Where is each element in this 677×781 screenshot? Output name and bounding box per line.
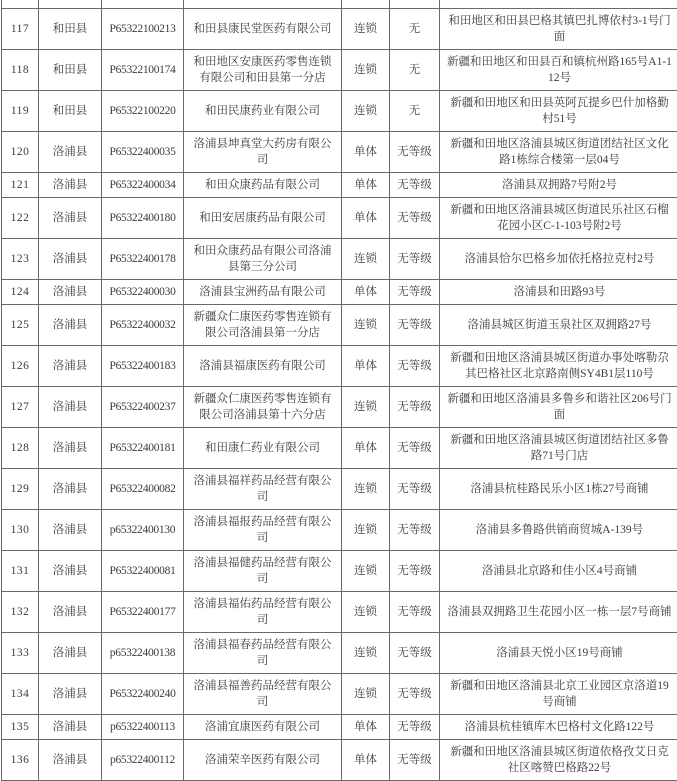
cell-grade: 无等级 bbox=[390, 469, 440, 510]
cell-no: 132 bbox=[2, 592, 39, 633]
cell-county: 洛浦县 bbox=[39, 132, 102, 173]
cell-company: 洛浦县福康医药有限公司 bbox=[184, 346, 342, 387]
table-row bbox=[2, 91, 677, 132]
cell-address bbox=[440, 0, 677, 9]
cell-license: p65322400138 bbox=[102, 633, 184, 674]
cell-company: 和田安居康药品有限公司 bbox=[184, 198, 342, 239]
table-row bbox=[2, 387, 677, 428]
cell-address: 洛浦县双拥路7号附2号 bbox=[440, 173, 677, 198]
cell-grade: 无等级 bbox=[390, 239, 440, 280]
table-row bbox=[2, 173, 677, 198]
cell-address: 洛浦县多鲁路供销商贸城A-139号 bbox=[440, 510, 677, 551]
cell-no: 117 bbox=[2, 9, 39, 50]
cell-company: 洛浦县福健药品经营有限公司 bbox=[184, 551, 342, 592]
table-row bbox=[2, 715, 677, 740]
cell-grade: 无等级 bbox=[390, 346, 440, 387]
cell-type: 单体 bbox=[342, 428, 390, 469]
cell-type: 连锁 bbox=[342, 9, 390, 50]
cell-address: 洛浦县天悦小区19号商铺 bbox=[440, 633, 677, 674]
cell-company: 洛浦县福报药品经营有限公司 bbox=[184, 510, 342, 551]
cell-company: 新疆众仁康医药零售连锁有限公司洛浦县第十六分店 bbox=[184, 387, 342, 428]
cell-license: P65322100174 bbox=[102, 50, 184, 91]
cell-company: 和田地区安康医药零售连锁有限公司和田县第一分店 bbox=[184, 50, 342, 91]
cell-company: 和田众康药品有限公司洛浦县第三分公司 bbox=[184, 239, 342, 280]
cell-no: 122 bbox=[2, 198, 39, 239]
cell-grade: 无等级 bbox=[390, 551, 440, 592]
cell-county: 洛浦县 bbox=[39, 280, 102, 305]
cell-license: p65322400112 bbox=[102, 740, 184, 781]
cell-grade: 无 bbox=[390, 50, 440, 91]
cell-company: 和田县康民堂医药有限公司 bbox=[184, 9, 342, 50]
cell-company: 洛浦县坤真堂大药房有限公司 bbox=[184, 132, 342, 173]
cell-no: 121 bbox=[2, 173, 39, 198]
cell-grade: 无等级 bbox=[390, 674, 440, 715]
cell-company: 洛浦宜康医药有限公司 bbox=[184, 715, 342, 740]
cell-county: 和田县 bbox=[39, 9, 102, 50]
cell-company: 和田康仁药业有限公司 bbox=[184, 428, 342, 469]
cell-grade bbox=[390, 0, 440, 9]
cell-license: P65322400180 bbox=[102, 198, 184, 239]
cell-license: P65322400030 bbox=[102, 280, 184, 305]
cell-type bbox=[342, 0, 390, 9]
cell-no: 118 bbox=[2, 50, 39, 91]
cell-no: 128 bbox=[2, 428, 39, 469]
cell-county: 和田县 bbox=[39, 91, 102, 132]
cell-type: 单体 bbox=[342, 740, 390, 781]
cell-grade: 无 bbox=[390, 91, 440, 132]
table-row bbox=[2, 305, 677, 346]
cell-license: P65322400082 bbox=[102, 469, 184, 510]
pharmacy-registry-table bbox=[1, 0, 677, 781]
cell-address: 洛浦县和田路93号 bbox=[440, 280, 677, 305]
cell-no: 127 bbox=[2, 387, 39, 428]
cell-address: 新疆和田地区洛浦县城区街道团结社区多鲁路71号门店 bbox=[440, 428, 677, 469]
cell-grade: 无 bbox=[390, 9, 440, 50]
cell-address: 洛浦县杭桂路民乐小区1栋27号商铺 bbox=[440, 469, 677, 510]
cell-address: 洛浦县城区街道玉泉社区双拥路27号 bbox=[440, 305, 677, 346]
table-row bbox=[2, 633, 677, 674]
cell-company: 和田民康药业有限公司 bbox=[184, 91, 342, 132]
table-row bbox=[2, 9, 677, 50]
cell-company: 和田众康药品有限公司 bbox=[184, 173, 342, 198]
cell-no: 124 bbox=[2, 280, 39, 305]
cell-address: 洛浦县杭桂镇库木巴格村文化路122号 bbox=[440, 715, 677, 740]
cell-county: 洛浦县 bbox=[39, 674, 102, 715]
cell-type: 连锁 bbox=[342, 91, 390, 132]
cell-no: 131 bbox=[2, 551, 39, 592]
cell-county: 洛浦县 bbox=[39, 346, 102, 387]
cell-county: 洛浦县 bbox=[39, 387, 102, 428]
table-row bbox=[2, 740, 677, 781]
cell-type: 连锁 bbox=[342, 551, 390, 592]
cell-grade: 无等级 bbox=[390, 510, 440, 551]
table-row bbox=[2, 592, 677, 633]
table-row bbox=[2, 280, 677, 305]
cell-license: P65322400032 bbox=[102, 305, 184, 346]
cell-address: 新疆和田地区洛浦县北京工业园区京洛道19号商铺 bbox=[440, 674, 677, 715]
cell-type: 单体 bbox=[342, 173, 390, 198]
cell-license bbox=[102, 0, 184, 9]
table-row bbox=[2, 674, 677, 715]
cell-license: P65322400035 bbox=[102, 132, 184, 173]
cell-grade: 无等级 bbox=[390, 633, 440, 674]
cell-address: 新疆和田地区和田县百和镇杭州路165号A1-112号 bbox=[440, 50, 677, 91]
cell-address: 新疆和田地区洛浦县城区街道民乐社区石榴花园小区C-1-103号附2号 bbox=[440, 198, 677, 239]
table-row bbox=[2, 239, 677, 280]
cell-company: 新疆众仁康医药零售连锁有限公司洛浦县第一分店 bbox=[184, 305, 342, 346]
cell-license: P65322400183 bbox=[102, 346, 184, 387]
cell-grade: 无等级 bbox=[390, 305, 440, 346]
cell-no: 136 bbox=[2, 740, 39, 781]
cell-company: 洛浦县福祥药品经营有限公司 bbox=[184, 469, 342, 510]
partial-row-top bbox=[2, 0, 677, 9]
cell-no: 119 bbox=[2, 91, 39, 132]
cell-grade: 无等级 bbox=[390, 173, 440, 198]
cell-license: P65322100220 bbox=[102, 91, 184, 132]
cell-county bbox=[39, 0, 102, 9]
cell-address: 新疆和田地区洛浦县城区街道团结社区文化路1栋综合楼第一层04号 bbox=[440, 132, 677, 173]
table-row bbox=[2, 132, 677, 173]
cell-company: 洛浦县宝洲药品有限公司 bbox=[184, 280, 342, 305]
cell-license: P65322400240 bbox=[102, 674, 184, 715]
cell-license: P65322400181 bbox=[102, 428, 184, 469]
cell-county: 洛浦县 bbox=[39, 592, 102, 633]
cell-county: 洛浦县 bbox=[39, 715, 102, 740]
cell-address: 新疆和田地区洛浦县城区街道依格孜艾日克社区喀赞巴格路22号 bbox=[440, 740, 677, 781]
cell-no: 134 bbox=[2, 674, 39, 715]
cell-grade: 无等级 bbox=[390, 387, 440, 428]
document-sheet bbox=[1, 0, 677, 781]
cell-license: P65322100213 bbox=[102, 9, 184, 50]
cell-no: 133 bbox=[2, 633, 39, 674]
cell-grade: 无等级 bbox=[390, 198, 440, 239]
cell-no: 123 bbox=[2, 239, 39, 280]
table-row bbox=[2, 50, 677, 91]
cell-company: 洛浦县福善药品经营有限公司 bbox=[184, 674, 342, 715]
cell-license: P65322400237 bbox=[102, 387, 184, 428]
cell-type: 连锁 bbox=[342, 674, 390, 715]
cell-county: 洛浦县 bbox=[39, 633, 102, 674]
cell-type: 连锁 bbox=[342, 510, 390, 551]
cell-type: 连锁 bbox=[342, 387, 390, 428]
cell-no: 120 bbox=[2, 132, 39, 173]
cell-type: 单体 bbox=[342, 715, 390, 740]
cell-type: 连锁 bbox=[342, 50, 390, 91]
cell-address: 洛浦县恰尔巴格乡加依托格拉克村2号 bbox=[440, 239, 677, 280]
cell-county: 洛浦县 bbox=[39, 173, 102, 198]
cell-grade: 无等级 bbox=[390, 740, 440, 781]
cell-license: p65322400113 bbox=[102, 715, 184, 740]
cell-county: 和田县 bbox=[39, 50, 102, 91]
cell-type: 单体 bbox=[342, 346, 390, 387]
cell-county: 洛浦县 bbox=[39, 239, 102, 280]
cell-company: 洛浦荣辛医药有限公司 bbox=[184, 740, 342, 781]
cell-no: 130 bbox=[2, 510, 39, 551]
table-row bbox=[2, 551, 677, 592]
cell-company bbox=[184, 0, 342, 9]
cell-address: 洛浦县双拥路卫生花园小区一栋一层7号商铺 bbox=[440, 592, 677, 633]
cell-type: 连锁 bbox=[342, 592, 390, 633]
cell-county: 洛浦县 bbox=[39, 740, 102, 781]
cell-address: 洛浦县北京路和佳小区4号商铺 bbox=[440, 551, 677, 592]
registry-table-body bbox=[2, 0, 677, 781]
cell-type: 连锁 bbox=[342, 633, 390, 674]
cell-license: p65322400130 bbox=[102, 510, 184, 551]
cell-address: 新疆和田地区洛浦县多鲁乡和谐社区206号门面 bbox=[440, 387, 677, 428]
cell-type: 单体 bbox=[342, 280, 390, 305]
cell-license: P65322400177 bbox=[102, 592, 184, 633]
cell-county: 洛浦县 bbox=[39, 198, 102, 239]
cell-grade: 无等级 bbox=[390, 280, 440, 305]
table-row bbox=[2, 469, 677, 510]
cell-address: 新疆和田地区和田县英阿瓦提乡巴什加格勤村51号 bbox=[440, 91, 677, 132]
table-row bbox=[2, 510, 677, 551]
cell-county: 洛浦县 bbox=[39, 469, 102, 510]
table-row bbox=[2, 346, 677, 387]
cell-county: 洛浦县 bbox=[39, 510, 102, 551]
cell-grade: 无等级 bbox=[390, 428, 440, 469]
cell-address: 和田地区和田县巴格其镇巴扎博依村3-1号门面 bbox=[440, 9, 677, 50]
cell-grade: 无等级 bbox=[390, 592, 440, 633]
table-row bbox=[2, 428, 677, 469]
cell-license: P65322400034 bbox=[102, 173, 184, 198]
cell-county: 洛浦县 bbox=[39, 428, 102, 469]
cell-type: 单体 bbox=[342, 198, 390, 239]
cell-address: 新疆和田地区洛浦县城区街道办事处喀勒尕其巴格社区北京路南侧SY4B1层110号 bbox=[440, 346, 677, 387]
cell-type: 连锁 bbox=[342, 469, 390, 510]
cell-type: 单体 bbox=[342, 132, 390, 173]
cell-company: 洛浦县福佑药品经营有限公司 bbox=[184, 592, 342, 633]
cell-no bbox=[2, 0, 39, 9]
cell-grade: 无等级 bbox=[390, 132, 440, 173]
cell-no: 125 bbox=[2, 305, 39, 346]
cell-grade: 无等级 bbox=[390, 715, 440, 740]
cell-type: 连锁 bbox=[342, 305, 390, 346]
cell-type: 连锁 bbox=[342, 239, 390, 280]
cell-no: 129 bbox=[2, 469, 39, 510]
cell-no: 126 bbox=[2, 346, 39, 387]
cell-license: P65322400178 bbox=[102, 239, 184, 280]
cell-county: 洛浦县 bbox=[39, 305, 102, 346]
cell-license: P65322400081 bbox=[102, 551, 184, 592]
cell-company: 洛浦县福春药品经营有限公司 bbox=[184, 633, 342, 674]
cell-county: 洛浦县 bbox=[39, 551, 102, 592]
cell-no: 135 bbox=[2, 715, 39, 740]
table-row bbox=[2, 198, 677, 239]
